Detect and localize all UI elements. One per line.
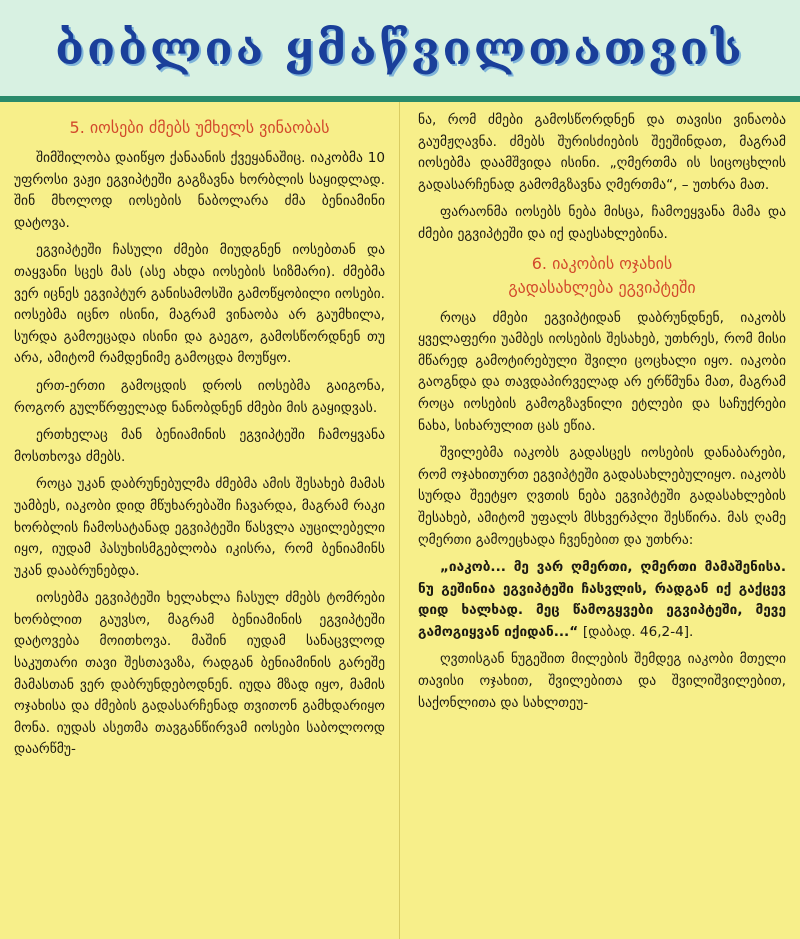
section-heading-6-line2: გადასახლება ეგვიპტეში bbox=[508, 277, 696, 297]
paragraph: იოსებმა ეგვიპტეში ხელახლა ჩასულ ძმებს ტომრები ხორბლით გაუვსო, მაგრამ ბენიამინის ეგვიპტეში დატოვება მოითხოვა. მაშინ იუდამ სანაცვლოდ საკუთარი თავი შესთავაზა, რადგან ბენიამინის გარეშე მამასთან ვერ დაბრუნდებოდნენ. იუდა მზად იყო, მამის ოჯახისა და ძმების გადასარჩენად თვითონ გამხდარიყო მონა. იუდას ასეთმა თავგანწირვამ იოსები საბოლოოდ დაარწმუ- bbox=[14, 590, 385, 758]
paragraph: როცა უკან დაბრუნებულმა ძმებმა ამის შესახებ მამას უამბეს, იაკობი დიდ მწუხარებაში ჩავარდა, მაგრამ რაკი ხორბლის ჩამოსატანად ეგვიპტეში წასვლა აუცილებელი იყო, იუდამ პასუხისმგებლობა იკისრა, რომ ბენიამინს უკან დააბრუნებდა. bbox=[14, 476, 385, 579]
section-heading-6 bbox=[418, 252, 786, 300]
paragraph: შიმშილობა დაიწყო ქანაანის ქვეყანაშიც. იაკობმა 10 უფროსი ვაჟი ეგვიპტეში გაგზავნა ხორბლის საყიდლად. შინ მხოლოდ იოსების ნაბოლარა ძმა ბენიამინი დატოვა. bbox=[14, 150, 385, 231]
section-heading-6-line1: 6. იაკობის ოჯახის bbox=[531, 253, 673, 273]
right-column bbox=[400, 102, 800, 939]
paragraph: ეგვიპტეში ჩასული ძმები მიუდგნენ იოსებთან და თაყვანი სცეს მას (ასე ახდა იოსების სიზმარი). ძმებმა ვერ იცნეს ეგვიპტურ განისამოსში გამოწყობილი იოსები. იოსებმა იცნო ისინი, მაგრამ ვინაობა არ გაუმხილა, სურდა გამოეცადა ისინი და გაეგო, გამოსწორდნენ თუ არა, ამიტომ რამდენიმე გამოცდა მოუწყო. bbox=[14, 242, 385, 367]
scripture-reference: [დაბად. 46,2-4]. bbox=[582, 623, 694, 640]
title-banner bbox=[0, 0, 800, 102]
paragraph: ერთხელაც მან ბენიამინის ეგვიპტეში ჩამოყვანა მოსთხოვა ძმებს. bbox=[14, 427, 385, 465]
paragraph: ფარაონმა იოსებს ნება მისცა, ჩამოეყვანა მამა და ძმები ეგვიპტეში და იქ დაესახლებინა. bbox=[418, 204, 786, 242]
scripture-quote bbox=[418, 557, 786, 643]
section-heading-5: 5. იოსები ძმებს უმხელს ვინაობას bbox=[69, 118, 330, 137]
paragraph: ღვთისგან ნუგეშით მილების შემდეგ იაკობი მთელი თავისი ოჯახით, შვილებითა და შვილიშვილებით, საქონლითა და სახლთეუ- bbox=[418, 651, 786, 711]
paragraph: როცა ძმები ეგვიპტიდან დაბრუნდნენ, იაკობს ყველაფერი უამბეს იოსების შესახებ, უთხრეს, რომ მისი მწარედ გამოტირებული შვილი ცოცხალი იყო. იაკობი გაოგნდა და თავდაპირველად არ ერწმუნა მათ, მაგრამ როცა იოსების გამოგზავნილი ეტლები და საჩუქრები ნახა, სიხარულით ცას ეწია. bbox=[418, 309, 786, 434]
page-title: ბიბლია ყმაწვილთათვის bbox=[55, 21, 745, 75]
left-column bbox=[0, 102, 400, 939]
paragraph: შვილებმა იაკობს გადასცეს იოსების დანაბარები, რომ ოჯახითურთ ეგვიპტეში გადასახლებულიყო. იაკობს სურდა შეეტყო ღვთის ნება ეგვიპტეში გადასახლების შესახებ, ამიტომ უფალს მსხვერპლი შესწირა. მას ღამე ღმერთი გამოეცხადა ჩვენებით და უთხრა: bbox=[418, 445, 786, 548]
paragraph-continuation: ნა, რომ ძმები გამოსწორდნენ და თავისი ვინაობა გაუმჟღავნა. ძმებს შურისძიების შეეშინდათ, მაგრამ იოსებმა დაამშვიდა ისინი. „ღმერთმა ის სიცოცხლის გადასარჩენად გამომგზავნა ღმერთმა“, – უთხრა მათ. bbox=[418, 112, 786, 193]
article-body bbox=[0, 102, 800, 939]
paragraph: ერთ-ერთი გამოცდის დროს იოსებმა გაიგონა, როგორ გულწრფელად ნანობდნენ ძმები მის გაყიდვას. bbox=[14, 377, 385, 416]
quote-text: „იაკობ... მე ვარ ღმერთი, ღმერთი მამაშენისა. ნუ გეშინია ეგვიპტეში ჩასვლის, რადგან იქ გაქცევ დიდ ხალხად. მეც წამოგყვები ეგვიპტეში, მევე გამოგიყვან იქიდან...“ bbox=[418, 559, 786, 640]
